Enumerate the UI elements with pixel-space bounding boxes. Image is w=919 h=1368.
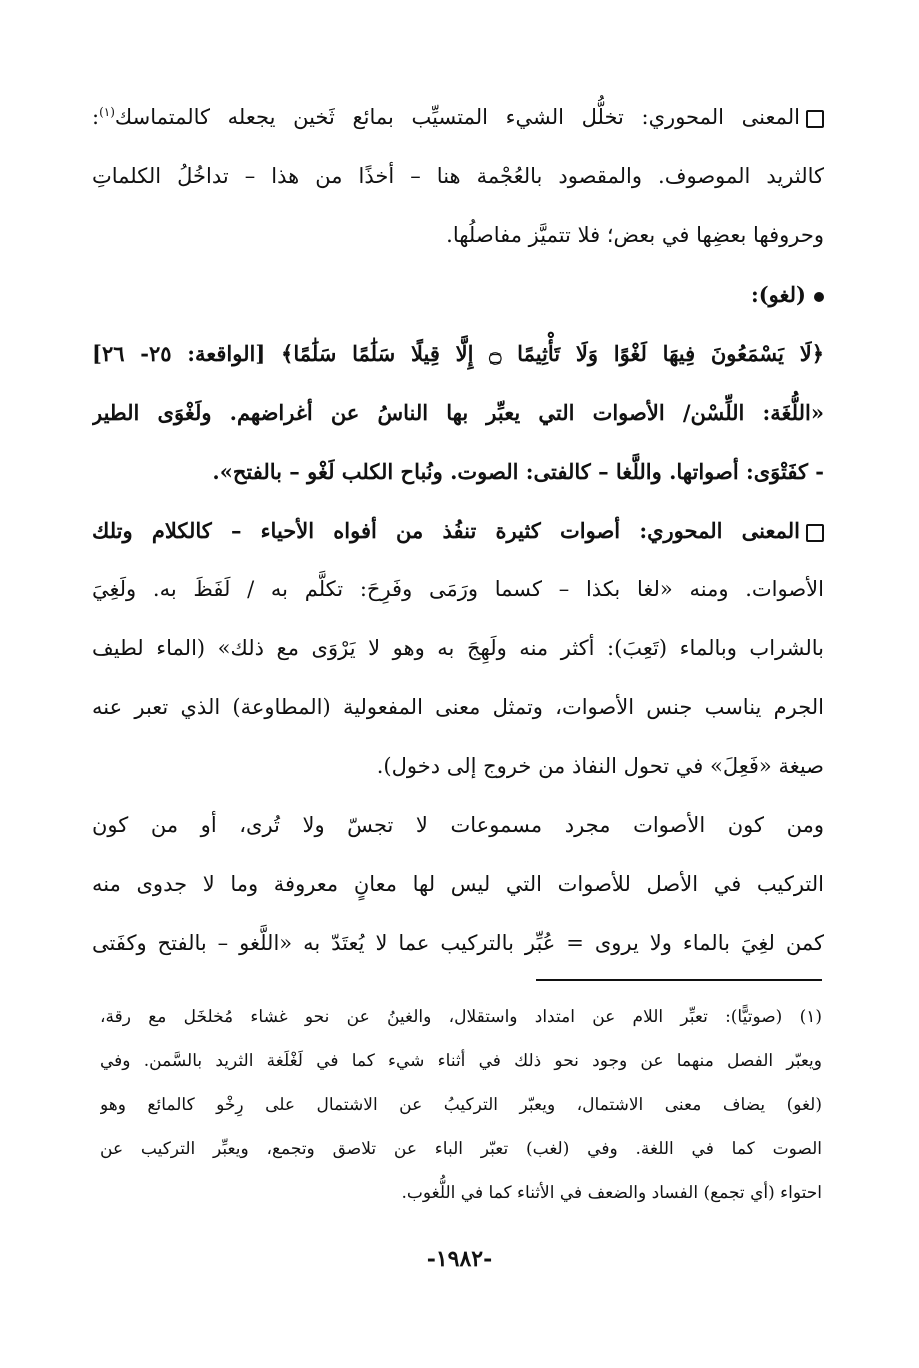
text-line: - كفَتْوَى: أصواتها. واللَّغا – كالفتى: الصوت. ونُباح الكلب لَغْو – بالفتح». — [212, 459, 824, 484]
main-text — [92, 88, 824, 973]
square-icon — [806, 524, 824, 542]
text-line: التركيب في الأصل للأصوات التي ليس لها معانٍ معروفة وما لا جدوى منه — [92, 872, 824, 896]
line-text: المعنى المحوري: تخلُّل الشيء المتسيِّب بمائع ثَخين يجعله كالمتماسك — [114, 105, 800, 129]
bullet-icon — [814, 292, 824, 302]
text-line: الأصوات. ومنه «لغا بكذا – كسما ورَمَى وفَرِحَ: تكلَّم به / لَفَظَ به. ولَغِيَ — [92, 577, 824, 601]
line-text-suffix: : — [92, 105, 100, 129]
square-icon — [806, 110, 824, 128]
text-line — [92, 88, 824, 147]
text-line: الجرم يناسب جنس الأصوات، وتمثل معنى المفعولية (المطاوعة) الذي تعبر عنه — [92, 695, 824, 719]
page-number: -١٩٨٢- — [426, 1246, 493, 1272]
text-line — [92, 501, 824, 560]
footnote-separator — [536, 979, 822, 981]
text-line: بالشراب وبالماء (تَعِبَ): أكثر منه ولَهِجَ به وهو لا يَرْوَى مع ذلك» (الماء لطيف — [92, 636, 824, 660]
footnote-line: احتواء (أي تجمع) الفساد والضعف في الأثناء كما في اللُّغوب. — [401, 1183, 822, 1203]
footnote-line: الصوت كما في اللغة. وفي (لغب) تعبّر الباء عن تلاصق وتجمع، ويعبِّر التركيب عن — [100, 1139, 822, 1159]
section-heading — [92, 265, 824, 324]
section-heading-text: (لغو): — [750, 282, 806, 307]
text-line: كمن لغِيَ بالماء ولا يروى = عُبِّر بالتركيب عما لا يُعتَدّ به «اللَّغو – بالفتح وكفَتى — [92, 931, 824, 955]
text-line: «اللُّغَة: اللِّسْن/ الأصوات التي يعبِّر بها الناسُ عن أغراضهم. ولَغْوَى الطير — [92, 400, 824, 425]
line-text: المعنى المحوري: أصوات كثيرة تنفُذ من أفواه الأحياء – كالكلام وتلك — [92, 518, 800, 543]
text-line: كالثريد الموصوف. والمقصود بالعُجْمة هنا – أخذًا من هذا – تداخُلُ الكلماتِ — [92, 164, 824, 188]
quran-verse: ﴿لَا يَسْمَعُونَ فِيهَا لَغْوًا وَلَا تَأْثِيمًا ۝ إِلَّا قِيلًا سَلَٰمًا سَلَٰمًا﴾ [الواقعة: ٢٥- ٢٦] — [92, 341, 824, 366]
footnotes — [100, 995, 822, 1215]
footnote-line: (لغو) يضاف معنى الاشتمال، ويعبّر التركيبُ عن الاشتمال على رِخْو كالمائع وهو — [100, 1095, 822, 1115]
footnote-line: ويعبّر الفصل منهما عن وجود نحو ذلك في أثناء شيء كما في لَغْلَغة الثريد بالسَّمن. وفي — [100, 1051, 822, 1071]
footnote-reference: (١) — [99, 105, 115, 119]
text-line: وحروفها بعضِها في بعض؛ فلا تتميَّز مفاصلُها. — [446, 223, 824, 247]
footnote-line: (١) (صوتيًّا): تعبِّر اللام عن امتداد واستقلال، والغينُ عن نحو غشاء مُخلخَل مع رقة، — [100, 1007, 822, 1027]
text-line: ومن كون الأصوات مجرد مسموعات لا تجسّ ولا تُرى، أو من كون — [92, 813, 824, 837]
text-line: صيغة «فَعِلَ» في تحول النفاذ من خروج إلى دخول). — [376, 754, 824, 778]
